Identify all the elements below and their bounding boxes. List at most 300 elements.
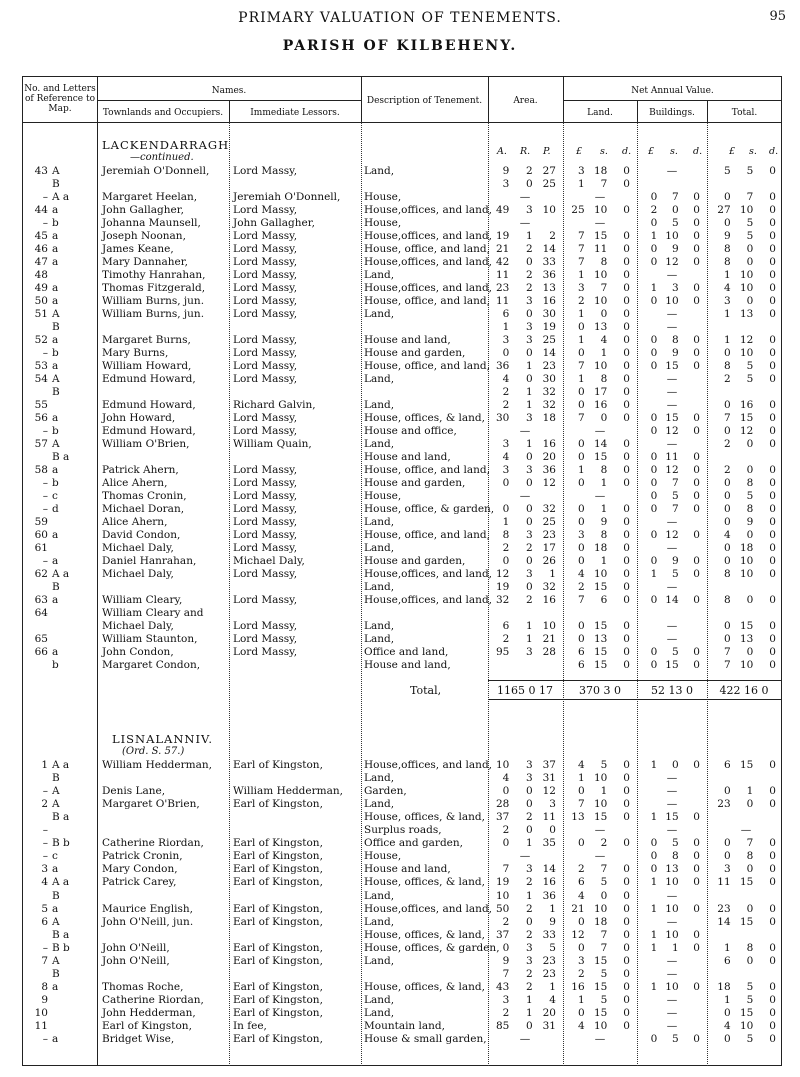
value-part: 0 bbox=[577, 941, 585, 954]
description-cell: Land, bbox=[364, 165, 395, 177]
occupier-cell: Joseph Noonan, bbox=[102, 230, 186, 242]
value-part: 8 bbox=[723, 594, 731, 606]
unit-shillings: s. bbox=[600, 146, 608, 157]
value-part: 85 bbox=[495, 1020, 510, 1032]
value-part: 10 bbox=[739, 204, 754, 216]
lessor-cell: Earl of Kingston, bbox=[233, 1033, 323, 1046]
table-row bbox=[0, 309, 800, 320]
lessor-cell: Lord Massy, bbox=[233, 646, 298, 658]
ref-number-cell: 52 bbox=[34, 334, 48, 346]
value-part: 0 bbox=[693, 529, 700, 541]
value-part: 18 bbox=[593, 542, 608, 554]
lessor-cell: Lord Massy, bbox=[233, 204, 298, 216]
value-part: 32 bbox=[542, 503, 556, 515]
value-part: 27 bbox=[542, 165, 556, 177]
value-part: 1 bbox=[723, 334, 731, 346]
value-part: 10 bbox=[739, 269, 754, 281]
value-part: 6 bbox=[577, 646, 585, 658]
lessor-cell: In fee, bbox=[233, 1020, 267, 1032]
value-part: 10 bbox=[593, 204, 608, 216]
parish-title: PARISH OF KILBEHENY. bbox=[282, 38, 518, 54]
value-part: 0 bbox=[693, 295, 700, 307]
table-row bbox=[0, 413, 800, 424]
col-header-ref: No. and Letters of Reference to Map. bbox=[24, 84, 96, 114]
ref-letter-cell: b bbox=[52, 659, 59, 671]
value-part: 0 bbox=[623, 876, 630, 889]
description-cell: House, bbox=[364, 191, 402, 203]
value-part: 3 bbox=[525, 529, 533, 541]
occupier-cell: Daniel Hanrahan, bbox=[102, 555, 197, 567]
value-part: 1 bbox=[650, 759, 658, 771]
ref-letter-cell: A bbox=[52, 954, 60, 967]
value-part: 0 bbox=[577, 1006, 585, 1019]
total-rule bbox=[488, 680, 782, 681]
ref-letter-cell: b bbox=[52, 347, 59, 359]
value-part: 14 bbox=[542, 243, 556, 255]
occupier-cell: Alice Ahern, bbox=[102, 516, 168, 528]
value-part: 7 bbox=[723, 646, 731, 658]
lessor-cell: Lord Massy, bbox=[233, 425, 298, 437]
description-cell: Land, bbox=[364, 399, 395, 411]
value-part: 0 bbox=[577, 477, 585, 489]
value-part: 0 bbox=[723, 490, 731, 502]
value-part: 23 bbox=[542, 360, 556, 372]
value-part: 7 bbox=[577, 243, 585, 255]
occupier-cell: William Burns, jun. bbox=[102, 295, 205, 307]
value-part: 0 bbox=[549, 824, 556, 837]
value-part: 0 bbox=[693, 837, 700, 850]
value-part: 0 bbox=[623, 798, 630, 811]
lessor-cell: Lord Massy, bbox=[233, 477, 298, 489]
value-part: 0 bbox=[650, 529, 658, 541]
value-part: 0 bbox=[650, 646, 658, 658]
description-cell: House, bbox=[364, 490, 402, 502]
value-part: 1 bbox=[549, 902, 556, 915]
value-part: 0 bbox=[577, 785, 585, 798]
value-part: 0 bbox=[623, 941, 630, 954]
lessor-cell: Lord Massy, bbox=[233, 516, 298, 528]
value-part: 0 bbox=[650, 451, 658, 463]
value-part: 0 bbox=[525, 503, 533, 515]
value-part: 12 bbox=[665, 464, 679, 476]
ref-number-cell: 53 bbox=[34, 360, 48, 372]
description-cell: House,offices, and land, bbox=[364, 204, 492, 216]
value-part: 12 bbox=[665, 529, 679, 541]
lessor-cell: Lord Massy, bbox=[233, 373, 298, 385]
value-part: 19 bbox=[495, 581, 510, 593]
table-row bbox=[0, 439, 800, 450]
value-part: 10 bbox=[593, 269, 608, 281]
value-part: 5 bbox=[746, 217, 754, 229]
buildings-value-cell: — bbox=[666, 399, 678, 411]
value-part: 14 bbox=[542, 863, 556, 876]
lessor-cell: Lord Massy, bbox=[233, 542, 298, 554]
table-row bbox=[0, 1021, 800, 1032]
header-bottom-rule bbox=[22, 122, 782, 123]
value-part: 1 bbox=[671, 941, 679, 954]
value-part: 0 bbox=[623, 863, 630, 876]
table-row bbox=[0, 322, 800, 333]
value-part: 2 bbox=[525, 243, 533, 255]
value-part: 8 bbox=[723, 568, 731, 580]
value-part: 0 bbox=[693, 594, 700, 606]
occupier-cell: Michael Daly, bbox=[102, 542, 174, 554]
occupier-cell: Bridget Wise, bbox=[102, 1033, 175, 1046]
value-part: 1 bbox=[577, 464, 585, 476]
value-part: 0 bbox=[769, 464, 776, 476]
value-part: 14 bbox=[665, 594, 679, 606]
description-cell: Land, bbox=[364, 269, 395, 281]
value-part: 2 bbox=[525, 876, 533, 889]
value-part: 1 bbox=[723, 269, 731, 281]
value-part: 30 bbox=[542, 373, 556, 385]
value-part: 0 bbox=[623, 529, 630, 541]
occupier-cell: Michael Daly, bbox=[102, 620, 174, 632]
description-cell: Land, bbox=[364, 915, 395, 928]
table-row bbox=[0, 621, 800, 632]
unit-pence: d. bbox=[622, 146, 632, 157]
value-part: 0 bbox=[769, 594, 776, 606]
ref-letter-cell: B a bbox=[52, 928, 70, 941]
ref-number-cell: 66 bbox=[34, 646, 48, 658]
value-part: 7 bbox=[671, 503, 679, 515]
value-part: 0 bbox=[769, 295, 776, 307]
occupier-cell: Margaret Heelan, bbox=[102, 191, 198, 203]
value-part: 0 bbox=[769, 915, 776, 928]
description-cell: House,offices, and land, bbox=[364, 282, 492, 294]
ref-letter-cell: B bbox=[52, 178, 60, 190]
value-part: 0 bbox=[577, 620, 585, 632]
value-part: 0 bbox=[525, 798, 533, 811]
value-part: 2 bbox=[525, 902, 533, 915]
value-part: 0 bbox=[769, 308, 776, 320]
value-part: 32 bbox=[495, 594, 510, 606]
value-part: 0 bbox=[623, 646, 630, 658]
value-part: 0 bbox=[577, 633, 585, 645]
value-part: 3 bbox=[525, 464, 533, 476]
occupier-cell: Margaret Condon, bbox=[102, 659, 201, 671]
value-part: 36 bbox=[542, 889, 556, 902]
ref-number-cell: 11 bbox=[34, 1020, 48, 1032]
value-part: 0 bbox=[650, 503, 658, 515]
value-part: 0 bbox=[623, 334, 630, 346]
value-part: 10 bbox=[739, 1020, 754, 1032]
ref-number-cell: 55 bbox=[34, 399, 48, 411]
value-part: 0 bbox=[650, 425, 658, 437]
occupier-cell: John O'Neill, bbox=[102, 941, 170, 954]
value-part: 1 bbox=[746, 785, 754, 798]
value-part: 2 bbox=[577, 295, 585, 307]
townland-heading-lackendarragh: LACKENDARRAGH bbox=[102, 138, 230, 152]
value-part: 0 bbox=[623, 568, 630, 580]
value-part: 1 bbox=[723, 941, 731, 954]
value-part: 12 bbox=[739, 425, 754, 437]
value-part: 0 bbox=[502, 477, 510, 489]
value-part: 0 bbox=[693, 334, 700, 346]
ref-letter-cell: a bbox=[52, 360, 59, 372]
area-cell: — bbox=[519, 490, 531, 502]
value-part: 1 bbox=[525, 889, 533, 902]
table-row bbox=[0, 426, 800, 437]
value-part: 12 bbox=[665, 425, 679, 437]
lessor-cell: Lord Massy, bbox=[233, 594, 298, 606]
table-row bbox=[0, 956, 800, 967]
ref-number-cell: 56 bbox=[34, 412, 48, 424]
table-row bbox=[0, 231, 800, 242]
value-part: 2 bbox=[577, 863, 585, 876]
value-part: 30 bbox=[542, 308, 556, 320]
value-part: 0 bbox=[650, 334, 658, 346]
value-part: 0 bbox=[746, 256, 754, 268]
ref-number-cell: 60 bbox=[34, 529, 48, 541]
description-cell: House and garden, bbox=[364, 555, 466, 567]
value-part: 0 bbox=[723, 399, 731, 411]
value-part: 0 bbox=[723, 785, 731, 798]
ref-letter-cell: B b bbox=[52, 837, 70, 850]
value-part: 27 bbox=[717, 204, 731, 216]
value-part: 0 bbox=[577, 516, 585, 528]
lessor-cell: Lord Massy, bbox=[233, 256, 298, 268]
value-part: 25 bbox=[571, 204, 585, 216]
value-part: 4 bbox=[502, 451, 510, 463]
value-part: 25 bbox=[542, 334, 556, 346]
value-part: 16 bbox=[542, 876, 556, 889]
value-part: 5 bbox=[549, 941, 556, 954]
value-part: 12 bbox=[495, 568, 510, 580]
value-part: 0 bbox=[623, 516, 630, 528]
value-part: 0 bbox=[650, 347, 658, 359]
value-part: 0 bbox=[723, 555, 731, 567]
value-part: 2 bbox=[502, 399, 510, 411]
value-part: 4 bbox=[723, 282, 731, 294]
ref-number-cell: 4 bbox=[41, 876, 48, 889]
description-cell: House and land, bbox=[364, 451, 451, 463]
value-part: 0 bbox=[693, 928, 700, 941]
lessor-cell: Earl of Kingston, bbox=[233, 863, 323, 876]
value-part: 0 bbox=[769, 1033, 776, 1046]
value-part: 4 bbox=[577, 759, 585, 771]
lessor-cell: Earl of Kingston, bbox=[233, 941, 323, 954]
value-part: 7 bbox=[600, 928, 608, 941]
ref-number-cell: 63 bbox=[34, 594, 48, 606]
lessor-cell: Jeremiah O'Donnell, bbox=[233, 191, 341, 203]
value-part: 1 bbox=[549, 568, 556, 580]
value-part: 16 bbox=[542, 594, 556, 606]
value-part: 3 bbox=[502, 464, 510, 476]
value-part: 7 bbox=[577, 594, 585, 606]
value-part: 7 bbox=[502, 863, 510, 876]
ref-number-cell: 48 bbox=[34, 269, 48, 281]
col-header-townlands: Townlands and Occupiers. bbox=[102, 108, 224, 118]
value-part: 2 bbox=[502, 915, 510, 928]
lessor-cell: John Gallagher, bbox=[233, 217, 315, 229]
table-row bbox=[0, 530, 800, 541]
value-part: 0 bbox=[650, 191, 658, 203]
table-row bbox=[0, 491, 800, 502]
value-part: 6 bbox=[600, 594, 608, 606]
value-part: 12 bbox=[571, 928, 585, 941]
lessor-cell: Lord Massy, bbox=[233, 503, 298, 515]
value-part: 8 bbox=[671, 850, 679, 863]
buildings-value-cell: — bbox=[666, 1020, 678, 1032]
value-part: 9 bbox=[549, 915, 556, 928]
value-part: 8 bbox=[723, 243, 731, 255]
lessor-cell: Michael Daly, bbox=[233, 555, 305, 567]
value-part: 5 bbox=[746, 230, 754, 242]
value-part: 0 bbox=[693, 902, 700, 915]
description-cell: Surplus roads, bbox=[364, 824, 442, 837]
value-part: 0 bbox=[723, 217, 731, 229]
value-part: 0 bbox=[746, 798, 754, 811]
value-part: 0 bbox=[525, 347, 533, 359]
value-part: 10 bbox=[739, 568, 754, 580]
value-part: 13 bbox=[739, 633, 754, 645]
col-header-names: Names. bbox=[211, 86, 247, 96]
value-part: 2 bbox=[525, 594, 533, 606]
ref-letter-cell: a bbox=[52, 1033, 59, 1046]
ref-number-cell: – bbox=[42, 824, 48, 837]
value-part: 33 bbox=[542, 928, 556, 941]
value-part: 8 bbox=[723, 256, 731, 268]
value-part: 0 bbox=[623, 555, 630, 567]
ref-letter-cell: b bbox=[52, 425, 59, 437]
value-part: 6 bbox=[723, 954, 731, 967]
value-part: 25 bbox=[542, 516, 556, 528]
occupier-cell: Alice Ahern, bbox=[102, 477, 168, 489]
description-cell: House, bbox=[364, 850, 402, 863]
value-part: 7 bbox=[577, 798, 585, 811]
value-part: 1 bbox=[723, 308, 731, 320]
value-part: 0 bbox=[693, 256, 700, 268]
value-part: 0 bbox=[525, 581, 533, 593]
occupier-cell: Mary Dannaher, bbox=[102, 256, 188, 268]
value-part: 1 bbox=[525, 1006, 533, 1019]
value-part: 10 bbox=[593, 568, 608, 580]
ref-number-cell: 8 bbox=[41, 980, 48, 993]
description-cell: Land, bbox=[364, 889, 395, 902]
value-part: 0 bbox=[723, 850, 731, 863]
value-part: 0 bbox=[650, 217, 658, 229]
value-part: 0 bbox=[693, 1033, 700, 1046]
table-row bbox=[0, 799, 800, 810]
value-part: 21 bbox=[495, 243, 510, 255]
occupier-cell: Mary Condon, bbox=[102, 863, 178, 876]
value-part: 10 bbox=[593, 1020, 608, 1032]
lessor-cell: Lord Massy, bbox=[233, 529, 298, 541]
value-part: 0 bbox=[769, 542, 776, 554]
value-part: 8 bbox=[723, 360, 731, 372]
ref-number-cell: – bbox=[42, 785, 48, 798]
value-part: 5 bbox=[746, 360, 754, 372]
table-row bbox=[0, 543, 800, 554]
ref-number-cell: – bbox=[42, 191, 48, 203]
value-part: 1 bbox=[723, 993, 731, 1006]
value-part: 0 bbox=[577, 555, 585, 567]
value-part: 15 bbox=[739, 620, 754, 632]
value-part: 10 bbox=[665, 928, 679, 941]
value-part: 0 bbox=[723, 347, 731, 359]
value-part: 5 bbox=[723, 165, 731, 177]
value-part: 1 bbox=[525, 399, 533, 411]
value-part: 15 bbox=[665, 811, 679, 824]
value-part: 0 bbox=[693, 451, 700, 463]
value-part: 5 bbox=[746, 165, 754, 177]
value-part: 2 bbox=[525, 282, 533, 294]
value-part: 5 bbox=[746, 1033, 754, 1046]
description-cell: Office and garden, bbox=[364, 837, 463, 850]
value-part: 9 bbox=[600, 516, 608, 528]
occupier-cell: Edmund Howard, bbox=[102, 425, 196, 437]
value-part: 0 bbox=[769, 993, 776, 1006]
value-part: 3 bbox=[549, 798, 556, 811]
value-part: 0 bbox=[723, 542, 731, 554]
value-part: 7 bbox=[577, 230, 585, 242]
total-rule bbox=[488, 699, 782, 700]
table-row bbox=[0, 218, 800, 229]
value-part: 32 bbox=[542, 581, 556, 593]
value-part: 1 bbox=[525, 360, 533, 372]
value-part: 5 bbox=[600, 993, 608, 1006]
value-part: 1 bbox=[600, 347, 608, 359]
table-row bbox=[0, 634, 800, 645]
description-cell: House, offices, & land, bbox=[364, 980, 485, 993]
unit-perches: P. bbox=[543, 146, 551, 157]
value-part: 0 bbox=[693, 811, 700, 824]
ref-letter-cell: a bbox=[52, 334, 59, 346]
value-part: 23 bbox=[542, 967, 556, 980]
value-part: 7 bbox=[600, 282, 608, 294]
value-part: 0 bbox=[623, 477, 630, 489]
value-part: 0 bbox=[723, 633, 731, 645]
value-part: 0 bbox=[769, 941, 776, 954]
townland-continued-note: —continued. bbox=[130, 152, 194, 163]
lessor-cell: Earl of Kingston, bbox=[233, 954, 323, 967]
value-part: 1 bbox=[577, 334, 585, 346]
value-part: 0 bbox=[623, 772, 630, 785]
ref-letter-cell: d bbox=[52, 503, 59, 515]
value-part: 11 bbox=[593, 243, 608, 255]
value-part: 16 bbox=[593, 399, 608, 411]
value-part: 0 bbox=[623, 633, 630, 645]
ref-letter-cell: A a bbox=[52, 876, 70, 889]
value-part: 6 bbox=[723, 759, 731, 771]
value-part: 0 bbox=[525, 373, 533, 385]
land-value-cell: — bbox=[594, 1033, 606, 1046]
buildings-value-cell: — bbox=[666, 967, 678, 980]
ref-letter-cell: a bbox=[52, 980, 59, 993]
description-cell: Office and land, bbox=[364, 646, 449, 658]
total-value-cell: — bbox=[740, 824, 752, 837]
value-part: 5 bbox=[671, 1033, 679, 1046]
buildings-value-cell: — bbox=[666, 824, 678, 837]
value-part: 8 bbox=[600, 256, 608, 268]
buildings-value-cell: — bbox=[666, 798, 678, 811]
buildings-value-cell: — bbox=[666, 954, 678, 967]
value-part: 1 bbox=[650, 811, 658, 824]
value-part: 5 bbox=[746, 373, 754, 385]
occupier-cell: Patrick Cronin, bbox=[102, 850, 183, 863]
value-part: 1 bbox=[577, 308, 585, 320]
ref-letter-cell: a bbox=[52, 295, 59, 307]
value-part: 2 bbox=[723, 464, 731, 476]
value-part: 0 bbox=[769, 568, 776, 580]
occupier-cell: John O'Neill, jun. bbox=[102, 915, 194, 928]
description-cell: House, office, and land, bbox=[364, 464, 490, 476]
value-part: 14 bbox=[593, 438, 608, 450]
lessor-cell: Lord Massy, bbox=[233, 165, 298, 177]
value-part: 3 bbox=[525, 204, 533, 216]
value-part: 18 bbox=[717, 980, 731, 993]
